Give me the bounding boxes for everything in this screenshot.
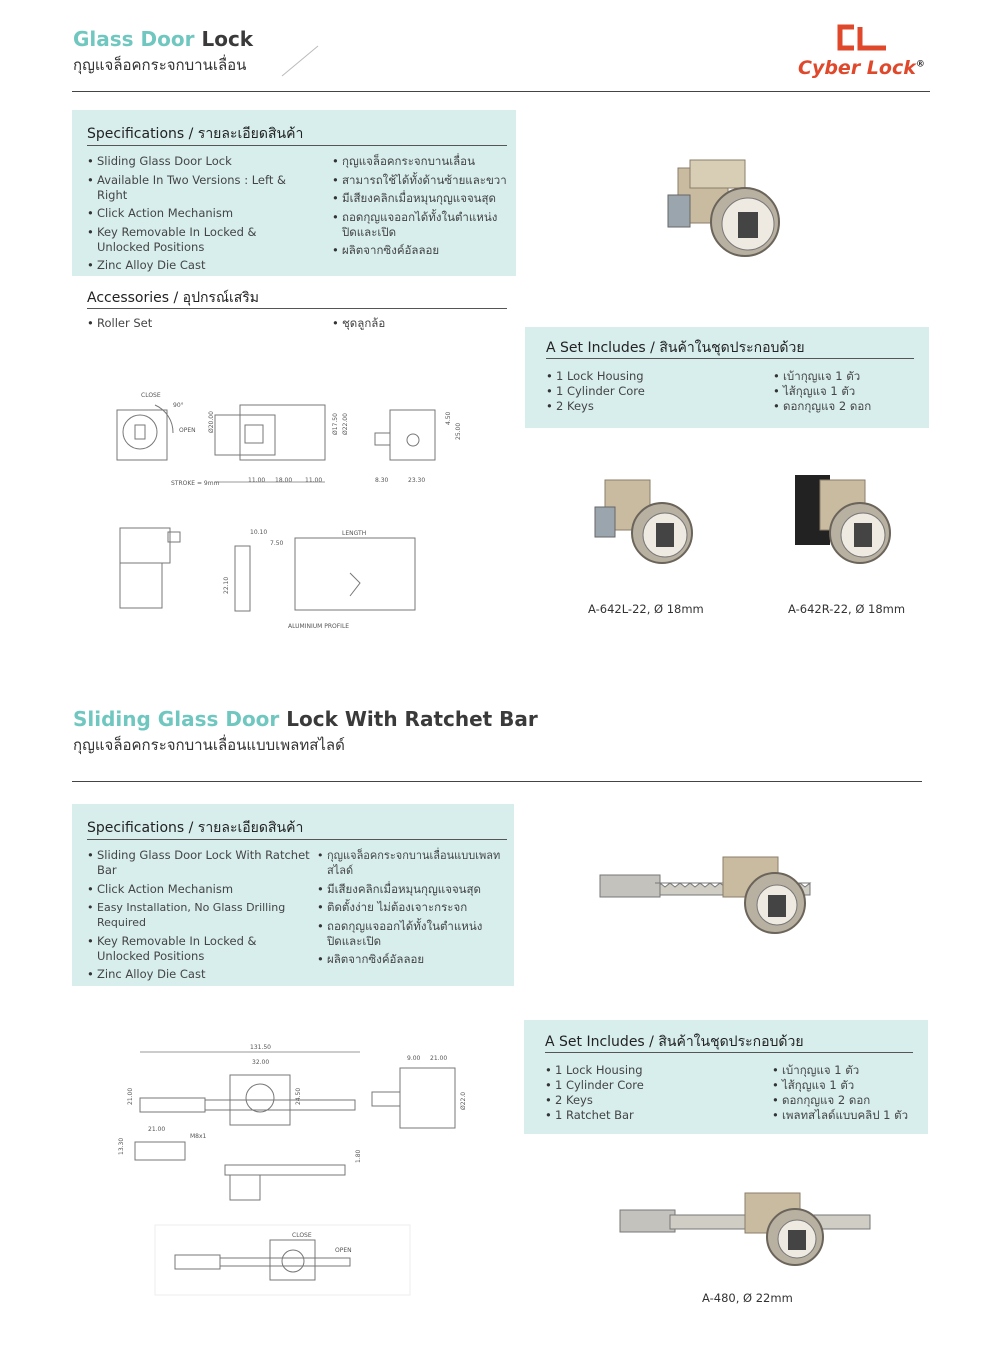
title-accent: Sliding Glass Door	[73, 707, 280, 731]
list-item: • ไส้กุญแจ 1 ตัว	[772, 1078, 908, 1093]
set-heading: A Set Includes / สินค้าในชุดประกอบด้วย	[546, 340, 805, 356]
list-item: • 2 Keys	[545, 1093, 644, 1108]
specs-panel	[72, 110, 516, 276]
set-list-en	[545, 1063, 644, 1123]
cyber-lock-logo-icon	[836, 24, 896, 54]
length-label: LENGTH	[342, 530, 367, 537]
brand-mark: ®	[915, 59, 925, 70]
specs-rule	[87, 839, 507, 840]
ratchet-lock-product-image	[615, 1185, 885, 1275]
list-item: • Zinc Alloy Die Cast	[87, 258, 317, 273]
list-item: • Sliding Glass Door Lock	[87, 154, 317, 169]
specs-heading: Specifications / รายละเอียดสินค้า	[87, 820, 304, 836]
section2-title	[73, 707, 538, 757]
set-list-th	[773, 369, 871, 414]
product-caption-left: A-642L-22, Ø 18mm	[588, 602, 704, 616]
technical-drawing-lock	[105, 385, 465, 495]
list-item: • กุญแจล็อคกระจกบานเลื่อนแบบเพลทสไลด์	[317, 848, 512, 878]
specs-list-th	[317, 848, 512, 971]
dim-label: 11.00	[248, 477, 266, 484]
list-item: • 1 Lock Housing	[545, 1063, 644, 1078]
dim-label: Ø17.50	[332, 413, 339, 435]
list-item: • ชุดลูกล้อ	[332, 316, 385, 331]
list-item: • Key Removable In Locked & Unlocked Positions	[87, 934, 257, 964]
dim-label: 23.30	[408, 477, 426, 484]
list-item: • เบ้ากุญแจ 1 ตัว	[772, 1063, 908, 1078]
dim-label: 22.10	[223, 576, 230, 594]
list-item: • ถอดกุญแจออกได้ทั้งในตำแหน่ง ปิดและเปิด	[332, 210, 502, 240]
list-item: • ผลิตจากซิงค์อัลลอย	[332, 243, 512, 258]
ratchet-lock-image	[595, 845, 855, 945]
dim-label: Ø22.0	[460, 1091, 467, 1110]
close-label: CLOSE	[141, 392, 161, 399]
set-includes-panel-2	[524, 1020, 928, 1134]
specs-list-en	[87, 848, 319, 986]
stroke-label: STROKE = 9mm	[171, 480, 220, 487]
open-label: OPEN	[179, 427, 196, 434]
list-item: • 1 Cylinder Core	[546, 384, 645, 399]
section2-divider	[72, 781, 922, 782]
set-includes-panel	[525, 327, 929, 428]
brand-name: Cyber Lock	[798, 57, 916, 79]
list-item: • ดอกกุญแจ 2 ดอก	[773, 399, 871, 414]
dim-label: 10.10	[250, 529, 268, 536]
list-item: • ไส้กุญแจ 1 ตัว	[773, 384, 871, 399]
accessories-list-th	[332, 316, 385, 335]
technical-drawing-ratchet	[110, 1040, 490, 1300]
list-item: • Click Action Mechanism	[87, 882, 319, 897]
specs-panel-2	[72, 804, 514, 986]
list-item: • 1 Lock Housing	[546, 369, 645, 384]
list-item: • 1 Ratchet Bar	[545, 1108, 644, 1123]
dim-label: 32.00	[252, 1059, 270, 1066]
accessories-heading: Accessories / อุปกรณ์เสริม	[87, 290, 260, 306]
specs-rule	[87, 145, 507, 146]
list-item: • Available In Two Versions : Left & Right	[87, 173, 317, 203]
dim-label: 11.00	[305, 477, 323, 484]
accessories-rule	[87, 308, 507, 309]
set-rule	[545, 1052, 913, 1053]
list-item: • ผลิตจากซิงค์อัลลอย	[317, 952, 512, 967]
list-item: • Key Removable In Locked & Unlocked Positions	[87, 225, 257, 255]
dim-label: 21.00	[148, 1126, 166, 1133]
title-thai: กุญแจล็อคกระจกบานเลื่อนแบบเพลทสไลด์	[73, 736, 345, 754]
lock-left-image	[590, 465, 710, 575]
title-rest: Lock With Ratchet Bar	[286, 707, 538, 731]
list-item: • เบ้ากุญแจ 1 ตัว	[773, 369, 871, 384]
specs-heading: Specifications / รายละเอียดสินค้า	[87, 126, 304, 142]
list-item: • ติดตั้งง่าย ไม่ต้องเจาะกระจก	[317, 900, 512, 915]
list-item: • Click Action Mechanism	[87, 206, 317, 221]
lock-product-image	[660, 150, 800, 270]
list-item: • Sliding Glass Door Lock With Ratchet Bar	[87, 848, 319, 878]
list-item: • 2 Keys	[546, 399, 645, 414]
dim-label: 4.50	[445, 411, 452, 425]
open-label: OPEN	[335, 1247, 352, 1254]
dim-label: 18.00	[275, 477, 293, 484]
brand-logo	[796, 24, 931, 84]
dim-label: 9.00	[407, 1055, 421, 1062]
product-caption-right: A-642R-22, Ø 18mm	[788, 602, 906, 616]
dim-label: 21.00	[430, 1055, 448, 1062]
list-item: • มีเสียงคลิกเมื่อหมุนกุญแจจนสุด	[332, 191, 512, 206]
accessories-list-en	[87, 316, 152, 335]
title-rest: Lock	[201, 27, 254, 51]
set-heading: A Set Includes / สินค้าในชุดประกอบด้วย	[545, 1034, 804, 1050]
set-rule	[546, 358, 914, 359]
decorative-slash	[280, 44, 320, 78]
header-divider	[72, 91, 930, 92]
dim-label: 131.50	[250, 1044, 271, 1051]
dim-label: 13.30	[118, 1137, 125, 1155]
dim-label: Ø20.00	[208, 411, 215, 433]
list-item: • Roller Set	[87, 316, 152, 331]
specs-list-en	[87, 154, 317, 277]
list-item: • Zinc Alloy Die Cast	[87, 967, 319, 982]
list-item: • 1 Cylinder Core	[545, 1078, 644, 1093]
dim-label: 1.80	[355, 1149, 362, 1163]
dim-label: 25.00	[455, 422, 462, 440]
lock-right-image	[785, 465, 905, 575]
set-list-en	[546, 369, 645, 414]
list-item: • ถอดกุญแจออกได้ทั้งในตำแหน่ง ปิดและเปิด	[317, 919, 487, 949]
list-item: • ดอกกุญแจ 2 ดอก	[772, 1093, 908, 1108]
list-item: • กุญแจล็อคกระจกบานเลื่อน	[332, 154, 512, 169]
list-item: • Easy Installation, No Glass Drilling Required	[87, 900, 319, 930]
dim-label: 7.50	[270, 540, 284, 547]
product-caption-ratchet: A-480, Ø 22mm	[702, 1291, 793, 1305]
technical-drawing-profile	[110, 518, 440, 638]
angle-label: 90°	[173, 402, 184, 409]
list-item: • มีเสียงคลิกเมื่อหมุนกุญแจจนสุด	[317, 882, 512, 897]
list-item: • สามารถใช้ได้ทั้งด้านซ้ายและขวา	[332, 173, 512, 188]
list-item: • เพลทสไลด์แบบคลิป 1 ตัว	[772, 1108, 908, 1123]
title-thai: กุญแจล็อคกระจกบานเลื่อน	[73, 56, 247, 74]
profile-label: ALUMINIUM PROFILE	[288, 623, 350, 630]
close-label: CLOSE	[292, 1232, 312, 1239]
specs-list-th	[332, 154, 512, 262]
set-list-th	[772, 1063, 908, 1123]
dim-label: M8x1	[190, 1133, 207, 1140]
dim-label: 24.50	[295, 1087, 302, 1105]
dim-label: Ø22.00	[342, 413, 349, 435]
page-title	[73, 27, 253, 77]
title-accent: Glass Door	[73, 27, 195, 51]
dim-label: 21.00	[127, 1087, 134, 1105]
dim-label: 8.30	[375, 477, 389, 484]
